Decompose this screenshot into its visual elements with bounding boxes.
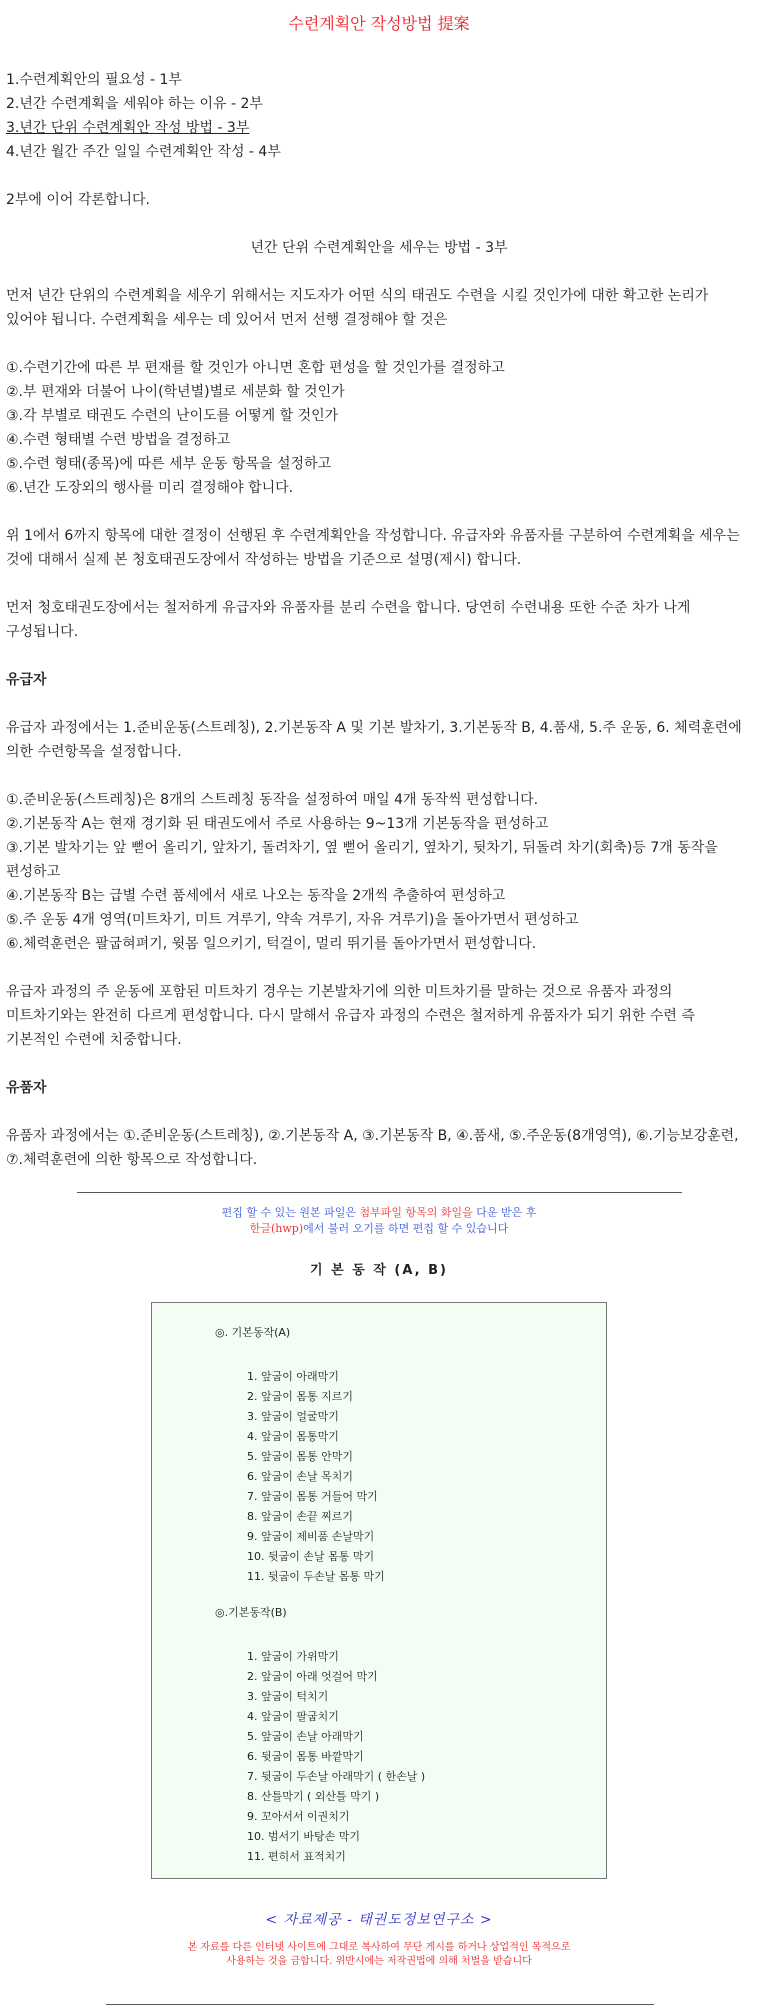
- section-title: 년간 단위 수련계획안을 세우는 방법 - 3부: [250, 240, 508, 256]
- paragraph: 유급자 과정의 주 운동에 포함된 미트차기 경우는 기본발차기에 의한 미트차기를 말하는 것으로 유품자 과정의 미트차기와는 완전히 다르게 편성합니다. 다시 말해서 유급자 과정의 수련은 철저하게 유품자가 되기 위한 수련 즉 기본적인 수련에 치중합니다.: [6, 984, 695, 1048]
- list-item: 10. 뒷굽이 손날 몸통 막기: [247, 1550, 375, 1563]
- paragraph: 먼저 청호태권도장에서는 철저하게 유급자와 유품자를 분리 수련을 합니다. 당연히 수련내용 또한 수준 차가 나게 구성됩니다.: [6, 600, 691, 640]
- list-item: ④.기본동작 B는 급별 수련 품세에서 새로 나오는 동작을 2개씩 추출하여 편성하고: [6, 888, 506, 904]
- toc-item: 1.수련계획안의 필요성 - 1부: [6, 72, 182, 88]
- table-of-contents: [6, 68, 758, 164]
- list-item: 11. 뒷굽이 두손날 몸통 막기: [247, 1570, 385, 1583]
- list-item: 9. 꼬아서서 이권치기: [247, 1810, 350, 1823]
- toc-item: 4.년간 월간 주간 일일 수련계획안 작성 - 4부: [6, 144, 281, 160]
- list-item: 7. 앞굽이 몸통 거들어 막기: [247, 1490, 378, 1503]
- list-item: ③.기본 발차기는 앞 뻗어 올리기, 앞차기, 돌려차기, 옆 뻗어 올리기, 옆차기, 뒷차기, 뒤돌려 차기(회축)등 7개 동작을 편성하고: [6, 840, 718, 880]
- list-item: ①.수련기간에 따른 부 편재를 할 것인가 아니면 혼합 편성을 할 것인가를 결정하고: [6, 360, 505, 376]
- page-title: 수련계획안 작성방법 提案: [288, 14, 470, 33]
- list-item: 2. 앞굽이 몸통 지르기: [247, 1390, 353, 1403]
- group-b-heading: ◎.기본동작(B): [215, 1606, 287, 1619]
- list-item: 1. 앞굽이 가위막기: [247, 1650, 339, 1663]
- list-item: ④.수련 형태별 수련 방법을 결정하고: [6, 432, 231, 448]
- list-item: 2. 앞굽이 아래 엇걸어 막기: [247, 1670, 378, 1683]
- kyu-heading: 유급자: [6, 672, 47, 688]
- list-item: 5. 앞굽이 몸통 안막기: [247, 1450, 353, 1463]
- group-b-list: [247, 1647, 425, 1867]
- list-item: 4. 앞굽이 몸통막기: [247, 1430, 339, 1443]
- list-item: ③.각 부별로 태권도 수련의 난이도를 어떻게 할 것인가: [6, 408, 339, 424]
- list-item: 8. 앞굽이 손끝 찌르기: [247, 1510, 353, 1523]
- kyu-items-list: [6, 788, 752, 956]
- list-item: 11. 편히서 표적치기: [247, 1850, 346, 1863]
- paragraph: 유급자 과정에서는 1.준비운동(스트레칭), 2.기본동작 A 및 기본 발차기, 3.기본동작 B, 4.품새, 5.주 운동, 6. 체력훈련에 의한 수련항목을 설정합니다.: [6, 720, 742, 760]
- toc-item-current[interactable]: 3.년간 단위 수련계획안 작성 방법 - 3부: [6, 120, 250, 136]
- list-item: 6. 뒷굽이 몸통 바깥막기: [247, 1750, 364, 1763]
- list-item: ⑥.체력훈련은 팔굽혀펴기, 윗몸 일으키기, 턱걸이, 멀리 뛰기를 돌아가면서 편성합니다.: [6, 936, 537, 952]
- list-item: 4. 앞굽이 팔굽치기: [247, 1710, 339, 1723]
- decision-steps-list: [6, 356, 752, 500]
- list-item: ⑥.년간 도장외의 행사를 미리 결정해야 합니다.: [6, 480, 294, 496]
- download-notice: 편집 할 수 있는 원본 파일은 첨부파일 항목의 화일을 다운 받은 후 한글(hwp)에서 불러 오기를 하면 편집 할 수 있습니다: [221, 1206, 537, 1235]
- list-item: 3. 앞굽이 얼굴막기: [247, 1410, 339, 1423]
- credit-line: < 자료제공 - 태권도정보연구소 >: [265, 1912, 493, 1928]
- list-item: ⑤.주 운동 4개 영역(미트차기, 미트 겨루기, 약속 겨루기, 자유 겨루기)을 돌아가면서 편성하고: [6, 912, 579, 928]
- list-item: 5. 앞굽이 손날 아래막기: [247, 1730, 364, 1743]
- list-item: ②.부 편재와 더불어 나이(학년별)별로 세분화 할 것인가: [6, 384, 345, 400]
- toc-item: 2.년간 수련계획을 세워야 하는 이유 - 2부: [6, 96, 263, 112]
- list-item: 6. 앞굽이 손날 목치기: [247, 1470, 353, 1483]
- basic-motions-box: [151, 1302, 607, 1879]
- bottom-divider: [106, 2004, 654, 2005]
- list-item: ⑤.수련 형태(종목)에 따른 세부 운동 항목을 설정하고: [6, 456, 332, 472]
- list-item: ②.기본동작 A는 현재 경기화 된 태권도에서 주로 사용하는 9~13개 기본동작을 편성하고: [6, 816, 549, 832]
- paragraph: 유품자 과정에서는 ①.준비운동(스트레칭), ②.기본동작 A, ③.기본동작 B, ④.품새, ⑤.주운동(8개영역), ⑥.기능보강훈련, ⑦.체력훈련에 의한 항목으로 작성합니다.: [6, 1128, 739, 1168]
- list-item: 3. 앞굽이 턱치기: [247, 1690, 329, 1703]
- group-a-heading: ◎. 기본동작(A): [215, 1326, 291, 1339]
- list-item: 10. 범서기 바탕손 막기: [247, 1830, 360, 1843]
- copyright-warning: 본 자료를 다른 인터넷 사이트에 그대로 복사하여 무단 게시를 하거나 상업적인 목적으로 사용하는 것을 금합니다. 위반시에는 저작권법에 의해 처벌을 받습니다: [187, 1942, 571, 1967]
- list-item: 1. 앞굽이 아래막기: [247, 1370, 339, 1383]
- basic-motions-title: 기 본 동 작 (A, B): [310, 1263, 448, 1278]
- group-a-list: [247, 1367, 385, 1587]
- paragraph: 위 1에서 6까지 항목에 대한 결정이 선행된 후 수련계획안을 작성합니다. 유급자와 유품자를 구분하여 수련계획을 세우는 것에 대해서 실제 본 청호태권도장에서 작성하는 방법을 기준으로 설명(제시) 합니다.: [6, 528, 740, 568]
- paragraph: 먼저 년간 단위의 수련계획을 세우기 위해서는 지도자가 어떤 식의 태권도 수련을 시킬 것인가에 대한 확고한 논리가 있어야 됩니다. 수련계획을 세우는 데 있어서 먼저 선행 결정해야 할 것은: [6, 288, 709, 328]
- list-item: 9. 앞굽이 제비품 손날막기: [247, 1530, 375, 1543]
- intro-text: 2부에 이어 각론합니다.: [6, 192, 150, 208]
- divider: [77, 1192, 682, 1193]
- dan-heading: 유품자: [6, 1080, 47, 1096]
- list-item: 7. 뒷굽이 두손날 아래막기 ( 한손날 ): [247, 1770, 426, 1783]
- list-item: 8. 산틀막기 ( 외산틀 막기 ): [247, 1790, 380, 1803]
- list-item: ①.준비운동(스트레칭)은 8개의 스트레칭 동작을 설정하여 매일 4개 동작씩 편성합니다.: [6, 792, 539, 808]
